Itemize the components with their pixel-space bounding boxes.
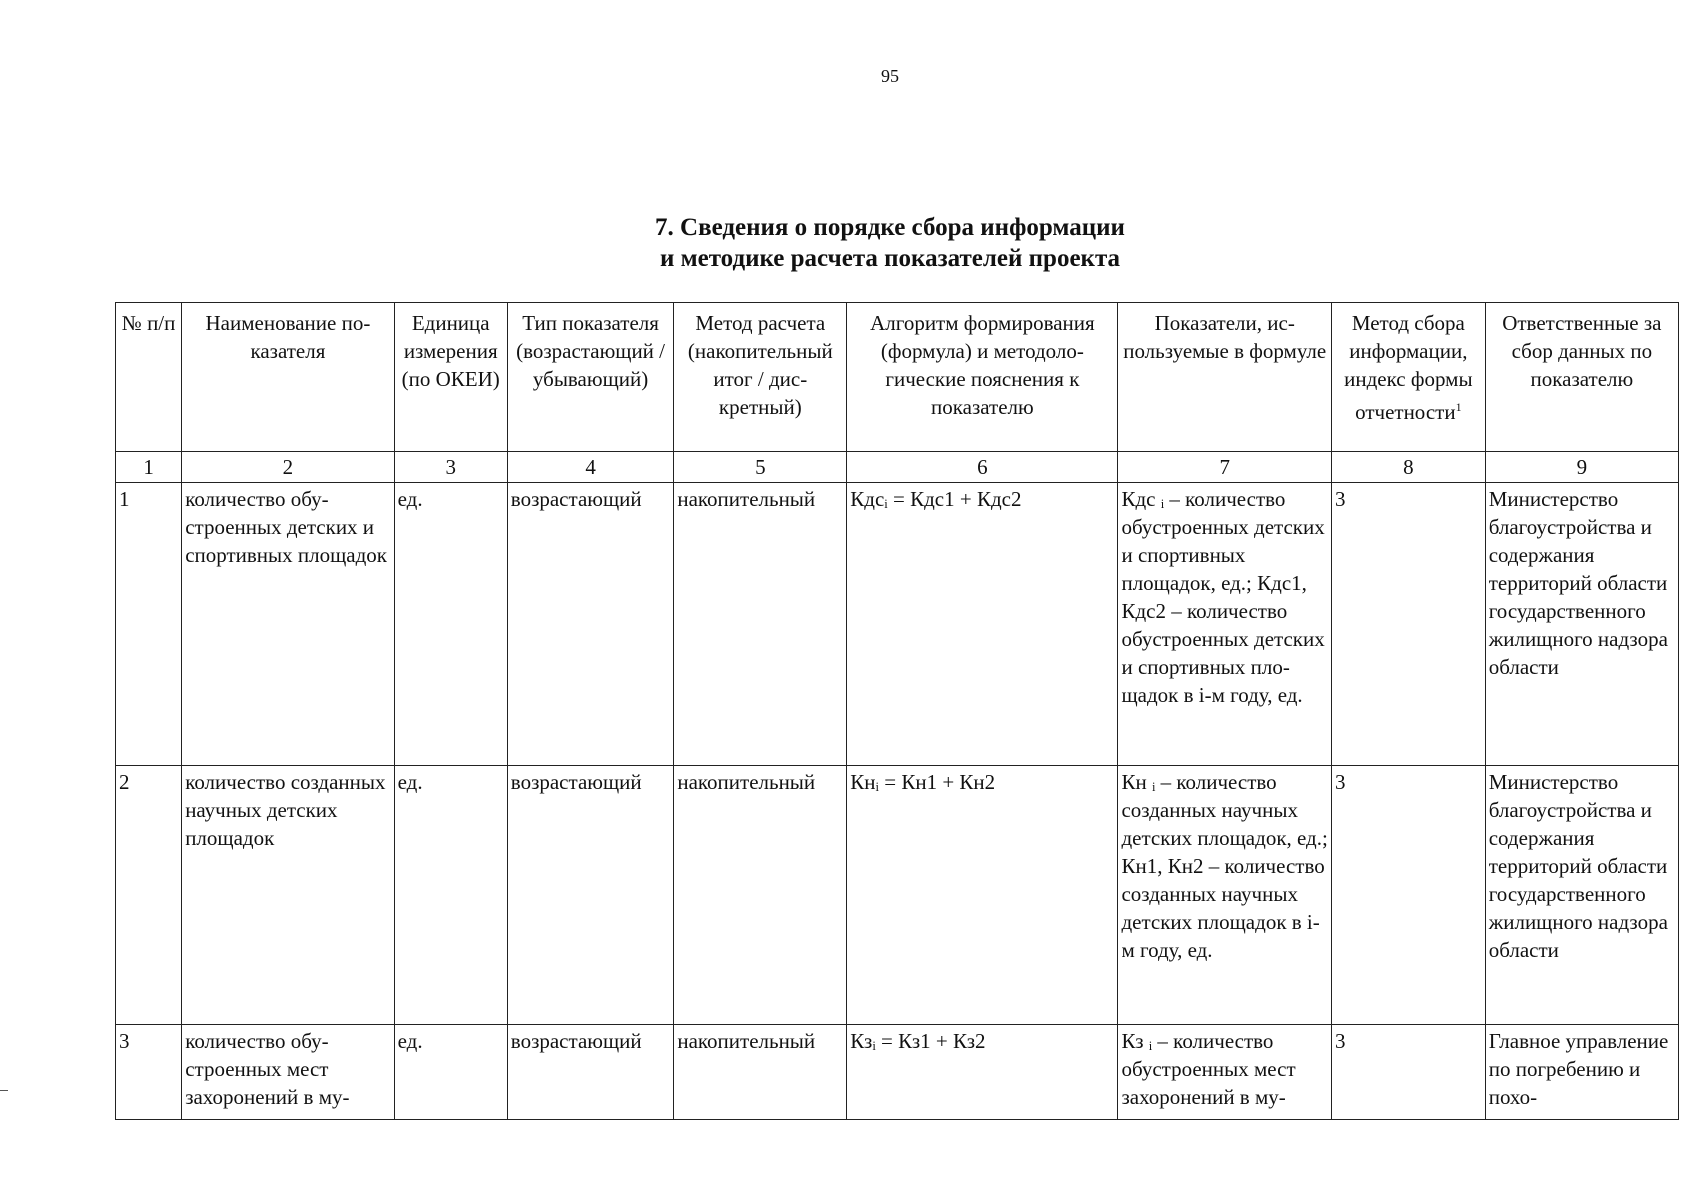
column-number: 2 (182, 452, 394, 483)
table-row (116, 483, 1679, 766)
table-row (116, 1025, 1679, 1120)
header-cell: Показатели, используемые в формуле (1118, 303, 1332, 452)
indicator-name: количество созданных научных детских площадок (182, 766, 394, 1025)
column-number-row (116, 452, 1679, 483)
header-cell (1331, 303, 1485, 452)
header-cell: Тип показателя (возрастающий / убывающий) (507, 303, 674, 452)
unit-cell: ед. (394, 483, 507, 766)
column-number: 4 (507, 452, 674, 483)
indicators-table (115, 302, 1679, 1120)
indicators-cell: Кз ᵢ – количество обустроенных мест захоронений в му- (1118, 1025, 1332, 1120)
title-line-2: и методике расчета показателей проекта (659, 245, 1121, 272)
scan-mark (0, 1090, 8, 1091)
responsible-cell: Министерство благоустройства и содержания территорий области государственного жилищного надзора области (1485, 766, 1678, 1025)
header-cell: № п/п (116, 303, 182, 452)
indicators-cell: Кн ᵢ – количество созданных научных детских площадок, ед.; Кн1, Кн2 – количество созданных научных детских площадок в i-м году, ед. (1118, 766, 1332, 1025)
method-cell: накопительный (674, 1025, 847, 1120)
table-row (116, 766, 1679, 1025)
type-cell: возрастающий (507, 766, 674, 1025)
row-number: 2 (116, 766, 182, 1025)
header-cell: Алгоритм формирования (формула) и методологические пояснения к показателю (847, 303, 1118, 452)
section-title (0, 212, 1697, 274)
column-number: 7 (1118, 452, 1332, 483)
header-cell: Метод расчета (накопительный итог / дискретный) (674, 303, 847, 452)
method-cell: накопительный (674, 766, 847, 1025)
header-cell-text: Метод сбора информации, индекс формы отчетности (1344, 311, 1473, 424)
header-cell: Наименование показателя (182, 303, 394, 452)
column-number: 9 (1485, 452, 1678, 483)
unit-cell: ед. (394, 1025, 507, 1120)
formula-cell: Кнᵢ = Кн1 + Кн2 (847, 766, 1118, 1025)
header-cell: Единица измерения (по ОКЕИ) (394, 303, 507, 452)
type-cell: возрастающий (507, 1025, 674, 1120)
responsible-cell: Главное управление по погребению и похо- (1485, 1025, 1678, 1120)
indicator-name: количество обустроенных мест захоронений в му- (182, 1025, 394, 1120)
column-number: 1 (116, 452, 182, 483)
type-cell: возрастающий (507, 483, 674, 766)
responsible-cell: Министерство благоустройства и содержания территорий области государственного жилищного надзора области (1485, 483, 1678, 766)
column-number: 3 (394, 452, 507, 483)
collection-cell: 3 (1331, 483, 1485, 766)
unit-cell: ед. (394, 766, 507, 1025)
indicator-name: количество обустроенных детских и спортивных площадок (182, 483, 394, 766)
indicators-cell: Кдс ᵢ – количество обустроенных детских и спортивных площадок, ед.; Кдс1, Кдс2 – количество обустроенных детских и спортивных площадок в i-м году, ед. (1118, 483, 1332, 766)
formula-cell: Кдсᵢ = Кдс1 + Кдс2 (847, 483, 1118, 766)
header-row (116, 303, 1679, 452)
footnote-mark: 1 (1455, 400, 1462, 414)
collection-cell: 3 (1331, 766, 1485, 1025)
header-cell: Ответственные за сбор данных по показателю (1485, 303, 1678, 452)
formula-cell: Кзᵢ = Кз1 + Кз2 (847, 1025, 1118, 1120)
column-number: 6 (847, 452, 1118, 483)
collection-cell: 3 (1331, 1025, 1485, 1120)
row-number: 1 (116, 483, 182, 766)
column-number: 8 (1331, 452, 1485, 483)
column-number: 5 (674, 452, 847, 483)
title-line-1: 7. Сведения о порядке сбора информации (655, 214, 1125, 241)
page-number: 95 (881, 66, 899, 86)
row-number: 3 (116, 1025, 182, 1120)
method-cell: накопительный (674, 483, 847, 766)
